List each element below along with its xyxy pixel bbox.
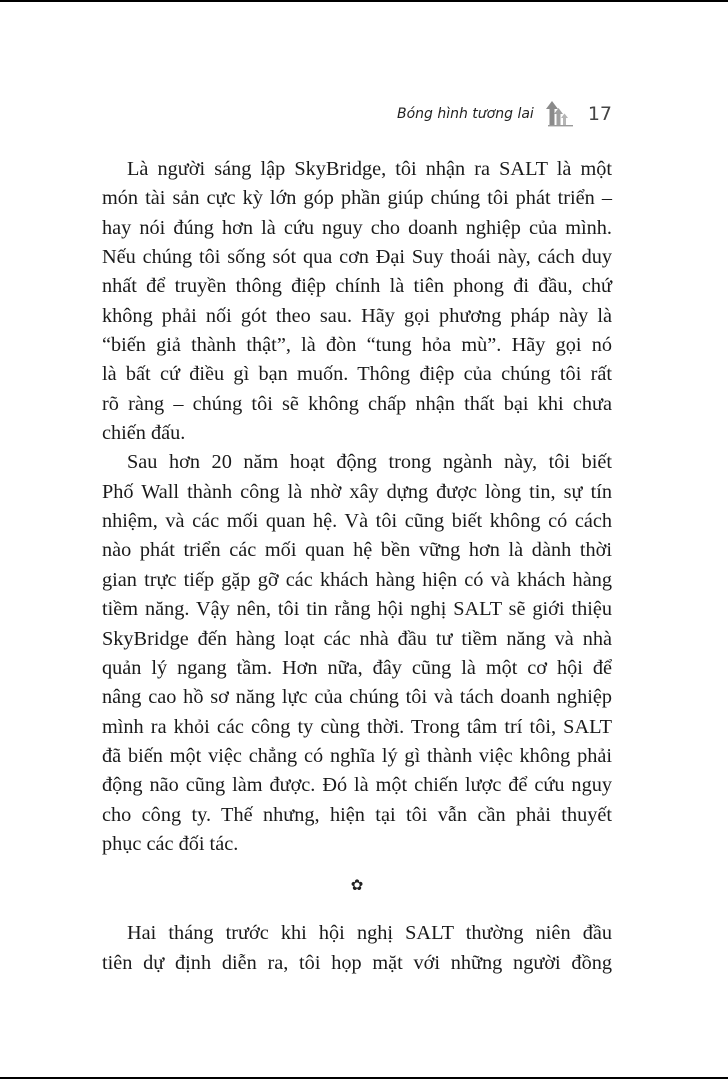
page-header [397, 101, 612, 127]
body-text [102, 155, 612, 978]
section-separator-flower-icon: ✿ [350, 878, 364, 895]
text-line: nào phát triển các mối quan hệ bền vững hơn là dành thời [102, 539, 612, 562]
page-number: 17 [587, 103, 612, 125]
text-line: động não cũng làm được. Đó là một chiến lược để cứu nguy [102, 774, 612, 797]
stacked-arrows-up-logo-icon [544, 101, 574, 127]
page-bottom-border [0, 1077, 728, 1079]
text-line: Hai tháng trước khi hội nghị SALT thường niên đầu [127, 922, 612, 945]
running-title: Bóng hình tương lai [396, 106, 534, 122]
paragraph [102, 155, 612, 448]
text-line: Sau hơn 20 năm hoạt động trong ngành này, tôi biết [127, 451, 612, 474]
page-top-border [0, 0, 728, 2]
text-line: quản lý ngang tầm. Hơn nữa, đây cũng là một cơ hội để [102, 656, 612, 679]
text-line: “biến giả thành thật”, là đòn “tung hỏa mù”. Hãy gọi nó [102, 334, 612, 357]
text-line: Phố Wall thành công là nhờ xây dựng được lòng tin, sự tín [102, 480, 612, 503]
text-line: phục các đối tác. [102, 832, 239, 855]
text-line: chiến đấu. [102, 422, 186, 445]
text-line: tiên dự định diễn ra, tôi họp mặt với những người đồng [102, 951, 612, 974]
text-line: gian trực tiếp gặp gỡ các khách hàng hiện có và khách hàng [102, 568, 612, 591]
text-line: rõ ràng – chúng tôi sẽ không chấp nhận thất bại khi chưa [102, 392, 612, 415]
paragraph [102, 919, 612, 978]
text-line: nhất để truyền thông điệp chính là tiên phong đi đầu, chứ [102, 275, 612, 298]
text-line: Là người sáng lập SkyBridge, tôi nhận ra SALT là một [127, 158, 612, 180]
text-line: không phải nối gót theo sau. Hãy gọi phương pháp này là [102, 304, 612, 327]
text-line: cho công ty. Thế nhưng, hiện tại tôi vẫn cần phải thuyết [102, 803, 612, 826]
text-line: mình ra khỏi các công ty cùng thời. Trong tâm trí tôi, SALT [102, 715, 612, 738]
text-line: Nếu chúng tôi sống sót qua cơn Đại Suy thoái này, cách duy [102, 246, 612, 269]
text-line: tiềm năng. Vậy nên, tôi tin rằng hội nghị SALT sẽ giới thiệu [102, 598, 612, 621]
text-line: là bất cứ điều gì bạn muốn. Thông điệp của chúng tôi rất [102, 363, 612, 386]
text-line: đã biến một việc chẳng có nghĩa lý gì thành việc không phải [102, 744, 612, 767]
text-line: nhiệm, và các mối quan hệ. Và tôi cũng biết không có cách [102, 510, 612, 533]
text-line: SkyBridge đến hàng loạt các nhà đầu tư tiềm năng và nhà [102, 627, 612, 650]
paragraph [102, 448, 612, 859]
text-line: nâng cao hồ sơ năng lực của chúng tôi và tách doanh nghiệp [102, 686, 612, 709]
text-line: hay nói đúng hơn là cứu nguy cho doanh nghiệp của mình. [102, 216, 612, 239]
text-line: món tài sản cực kỳ lớn góp phần giúp chúng tôi phát triển – [102, 187, 612, 210]
